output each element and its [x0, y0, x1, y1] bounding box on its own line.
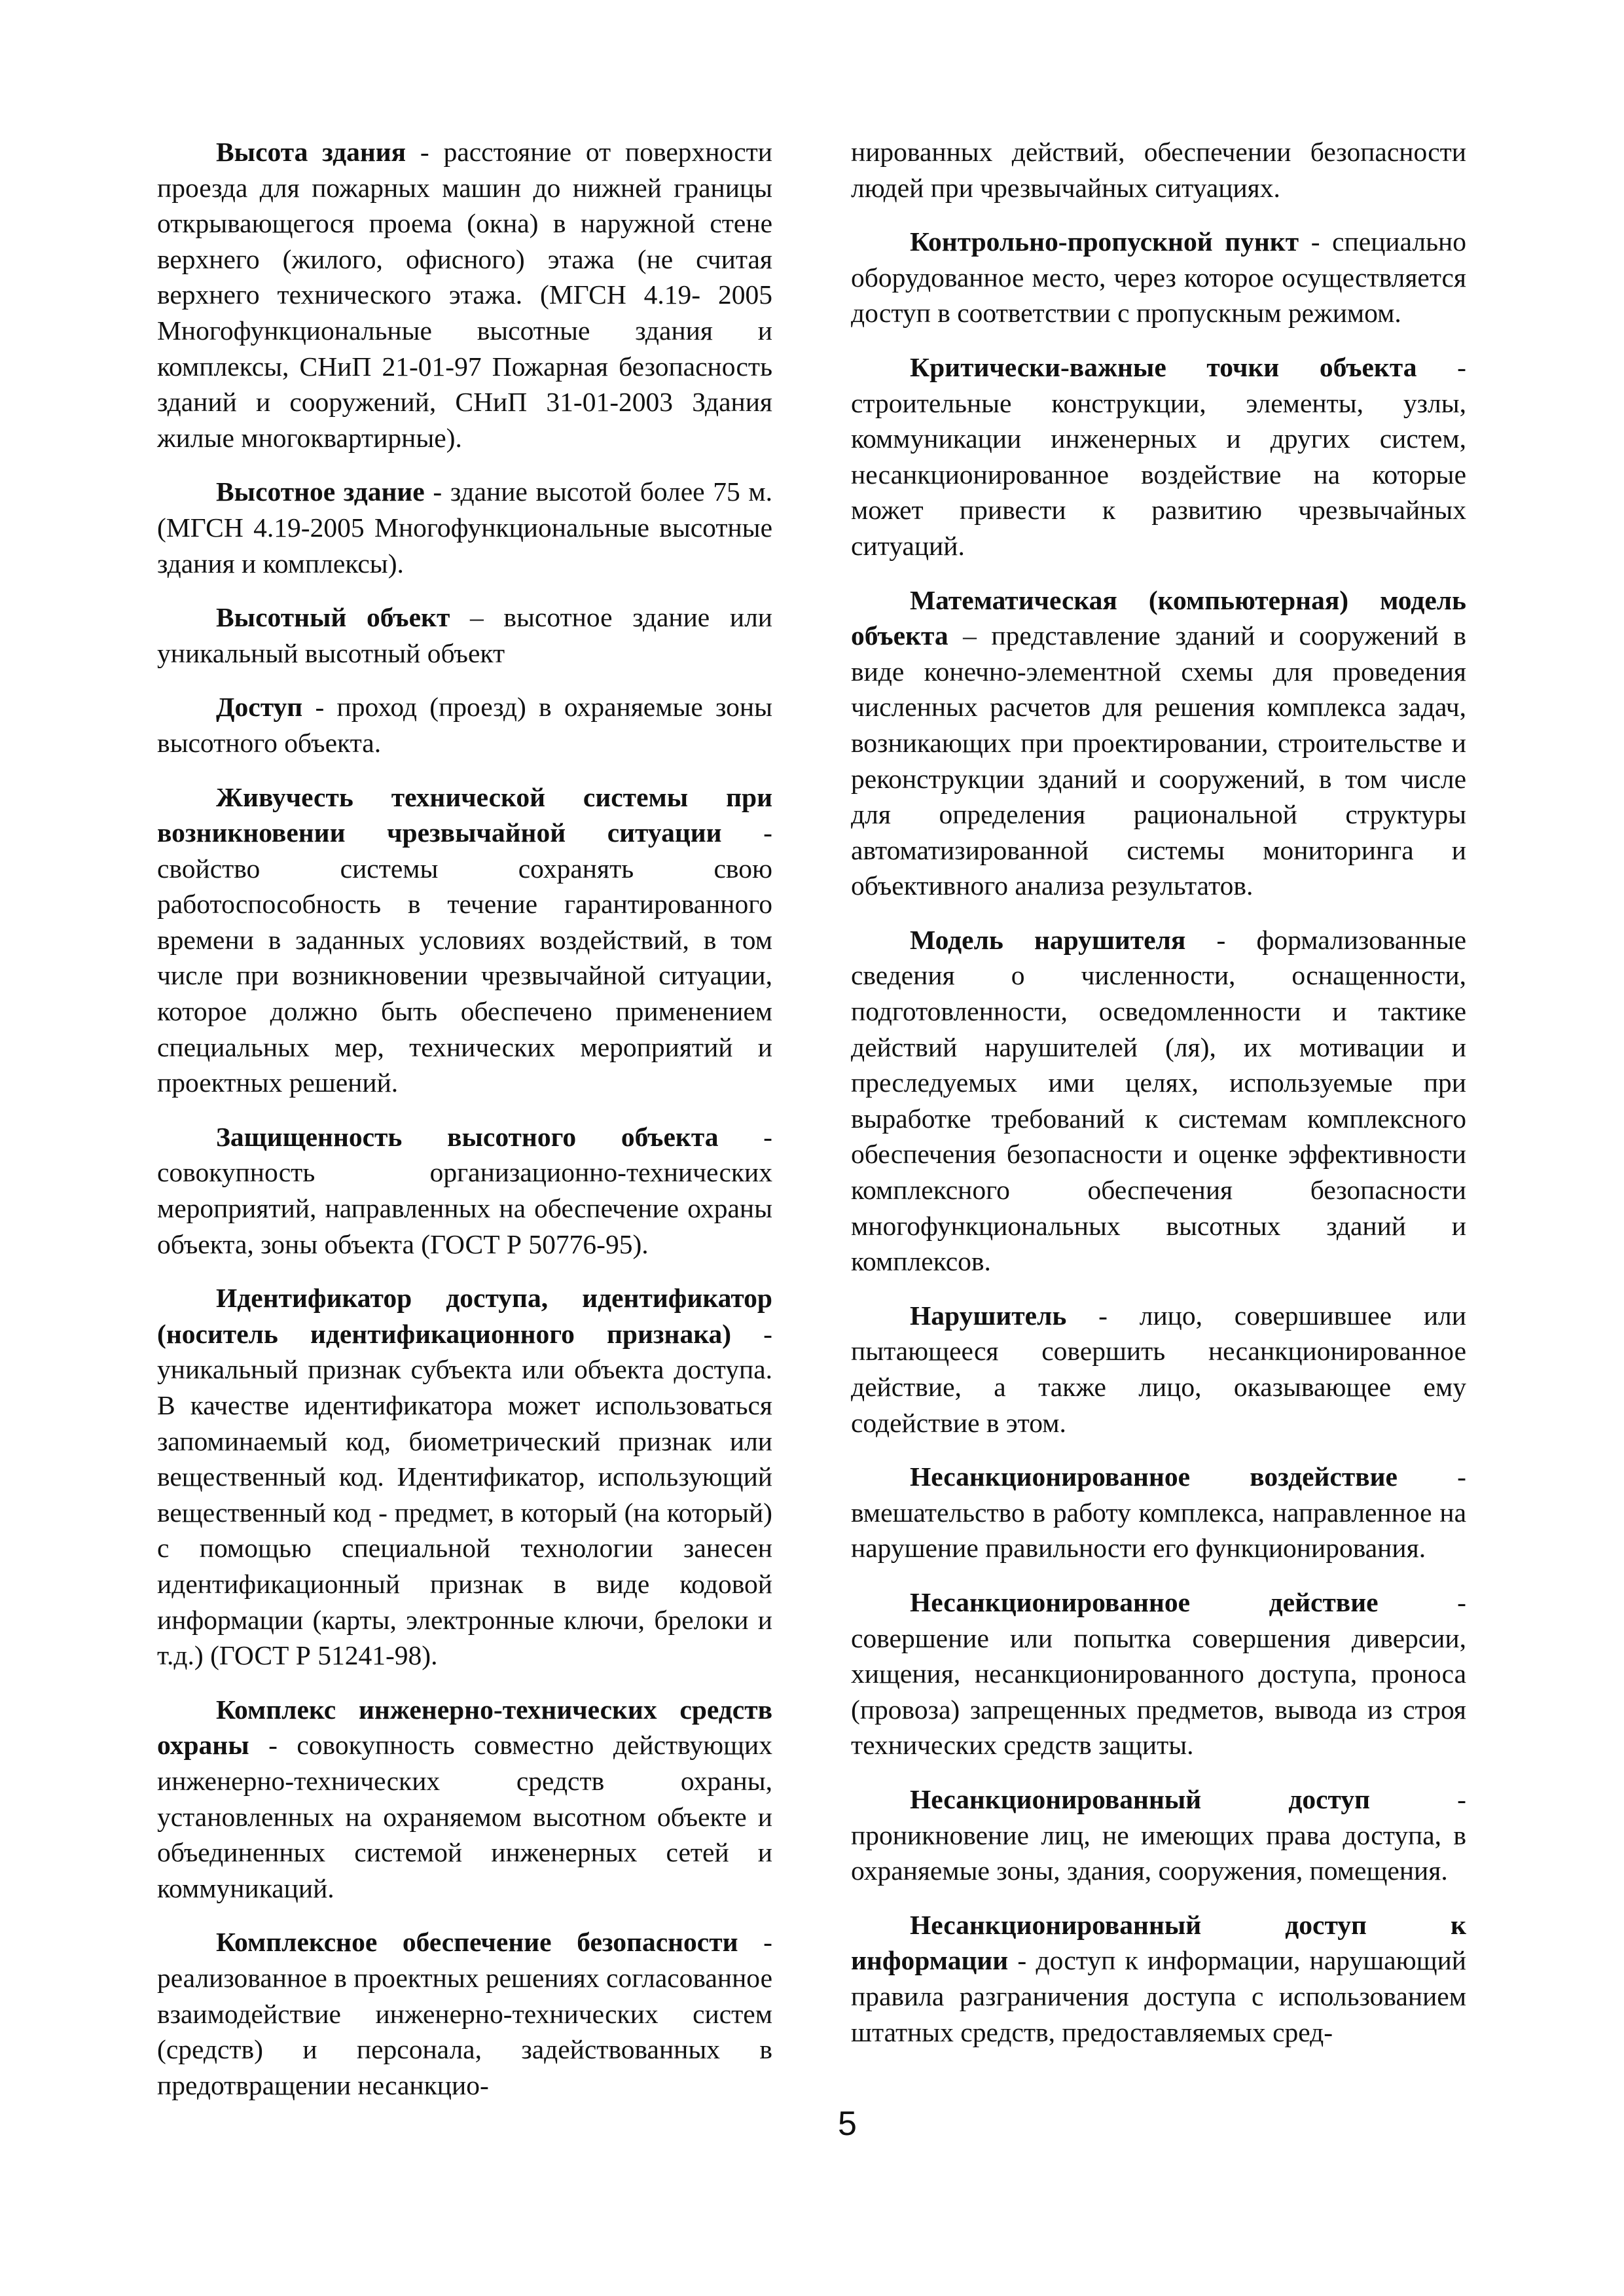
glossary-term: Несанкционированное воздействие: [910, 1462, 1398, 1492]
glossary-definition: проход (проезд) в охраняемые зоны высотного объекта.: [157, 692, 772, 758]
glossary-entry: [851, 1459, 1466, 1566]
glossary-entry: [157, 1119, 772, 1262]
glossary-term: Модель нарушителя: [910, 924, 1186, 955]
continued-text: нированных действий, обеспечении безопасности людей при чрезвычайных ситуациях.: [851, 137, 1466, 203]
glossary-entry: [157, 1924, 772, 2103]
glossary-definition: вмешательство в работу комплекса, направленное на нарушение правильности его функционирования.: [851, 1497, 1466, 1564]
glossary-definition: совокупность организационно-технических мероприятий, направленных на обеспечение охраны объекта, зоны объекта (ГОСТ Р 50776-95).: [157, 1157, 772, 1259]
glossary-term: Критически-важные точки объекта: [910, 351, 1417, 382]
glossary-definition: специально оборудованное место, через которое осуществляется доступ в соответствии с пропускным режимом.: [851, 226, 1467, 329]
glossary-term: Несанкционированный доступ к информации: [851, 1909, 1466, 1976]
glossary-definition: свойство системы сохранять свою работоспособность в течение гарантированного времени в заданных условиях воздействий, в том числе при возникновении чрезвычайной ситуации, которое должно быть обеспечено применением специальных мер, технических мероприятий и проектных решений.: [157, 853, 772, 1098]
glossary-entry: [851, 1907, 1466, 2050]
glossary-entry: [851, 350, 1466, 564]
glossary-term: Комплекс инженерно-технических средств охраны: [157, 1694, 772, 1761]
term-separator: -: [249, 1730, 297, 1761]
glossary-entry: [157, 689, 772, 761]
glossary-entry: [851, 1782, 1466, 1889]
term-separator: -: [1185, 924, 1257, 955]
term-separator: –: [450, 602, 504, 633]
glossary-definition: расстояние от поверхности проезда для пожарных машин до нижней границы открывающегося проема (окна) в наружной стене верхнего (жилого, офисного) этажа (не считая верхнего технического этажа. (МГСН 4.19- 2005 Многофункциональные высотные здания и комплексы, СНиП 21-01-97 Пожарная безопасность зданий и сооружений, СНиП 31-01-2003 Здания жилые многоквартирные).: [157, 137, 772, 453]
glossary-definition: совершение или попытка совершения диверсии, хищения, несанкционированного доступа, проноса (провоза) запрещенных предметов, вывода из строя технических средств защиты.: [851, 1623, 1466, 1761]
term-separator: –: [948, 620, 992, 651]
term-separator: -: [1370, 1784, 1466, 1814]
term-separator: -: [1416, 351, 1466, 382]
glossary-entry: [157, 780, 772, 1101]
term-separator: -: [406, 137, 444, 167]
term-separator: -: [302, 692, 337, 723]
glossary-term: Доступ: [216, 692, 303, 723]
glossary-term: Комплексное обеспечение безопасности: [216, 1927, 738, 1958]
term-separator: -: [1299, 226, 1333, 257]
glossary-term: Высотный объект: [216, 602, 450, 633]
term-separator: -: [1378, 1587, 1466, 1617]
glossary-entry: [157, 134, 772, 456]
right-column: [851, 134, 1466, 2068]
glossary-entry: [851, 1585, 1466, 1763]
glossary-term: Несанкционированное действие: [910, 1587, 1379, 1617]
glossary-term: Идентификатор доступа, идентификатор (носитель идентификационного признака): [157, 1283, 772, 1349]
glossary-definition: формализованные сведения о численности, оснащенности, подготовленности, осведомленности и тактике действий нарушителей (ля), их мотивации и преследуемых ими целях, используемые при выработке требований к системам комплексного обеспечения безопасности и оценке эффективности комплексного обеспечения безопасности многофункциональных высотных зданий и комплексов.: [851, 924, 1467, 1277]
glossary-term: Живучесть технической системы при возникновении чрезвычайной ситуации: [157, 781, 772, 848]
glossary-entry: [157, 1280, 772, 1674]
glossary-term: Нарушитель: [910, 1300, 1067, 1331]
glossary-entry: [851, 1298, 1466, 1441]
glossary-entry: [157, 600, 772, 671]
glossary-definition: представление зданий и сооружений в виде конечно-элементной схемы для проведения численных расчетов для решения комплекса задач, возникающих при проектировании, строительстве и реконструкции зданий и сооружений, в том числе для определения рациональной структуры автоматизированной системы мониторинга и объективного анализа результатов.: [851, 620, 1466, 901]
glossary-entry: [157, 1692, 772, 1907]
glossary-definition: высотное здание или уникальный высотный объект: [157, 602, 772, 668]
glossary-term: Несанкционированный доступ: [910, 1784, 1371, 1814]
glossary-entry: [157, 474, 772, 581]
glossary-definition: доступ к информации, нарушающий правила разграничения доступа с использованием штатных средств, предоставляемых сред-: [851, 1945, 1466, 2047]
term-separator: -: [1397, 1462, 1466, 1492]
glossary-term: Высота здания: [216, 137, 406, 167]
glossary-term: Математическая (компьютерная) модель объекта: [851, 584, 1466, 651]
glossary-definition: проникновение лиц, не имеющих права доступа, в охраняемые зоны, здания, сооружения, помещения.: [851, 1820, 1466, 1886]
glossary-definition: лицо, совершившее или пытающееся совершить несанкционированное действие, а также лицо, оказывающее ему содействие в этом.: [851, 1300, 1466, 1438]
glossary-entry: [851, 583, 1466, 904]
glossary-definition: реализованное в проектных решениях согласованное взаимодействие инженерно-технических систем (средств) и персонала, задействованных в предотвращении несанкцио-: [157, 1962, 772, 2100]
page-number: 5: [838, 2105, 857, 2143]
glossary-term: Высотное здание: [216, 476, 425, 507]
term-separator: -: [731, 1318, 772, 1349]
term-separator: -: [1066, 1300, 1140, 1331]
glossary-entry: [851, 224, 1466, 331]
glossary-definition: уникальный признак субъекта или объекта доступа. В качестве идентификатора может использоваться запоминаемый код, биометрический признак или вещественный код. Идентификатор, использующий вещественный код - предмет, в который (на который) с помощью специальной технологии занесен идентификационный признак в виде кодовой информации (карты, электронные ключи, брелоки и т.д.) (ГОСТ Р 51241-98).: [157, 1354, 772, 1671]
term-separator: -: [738, 1927, 773, 1958]
term-separator: -: [1008, 1945, 1036, 1976]
glossary-term: Контрольно-пропускной пункт: [910, 226, 1299, 257]
glossary-definition: совокупность совместно действующих инженерно-технических средств охраны, установленных на охраняемом высотном объекте и объединенных системой инженерных сетей и коммуникаций.: [157, 1730, 772, 1903]
left-column: [157, 134, 772, 2121]
glossary-entry: [851, 922, 1466, 1280]
glossary-definition: здание высотой более 75 м. (МГСН 4.19-2005 Многофункциональные высотные здания и комплексы).: [157, 476, 772, 579]
glossary-definition: строительные конструкции, элементы, узлы, коммуникации инженерных и других систем, несанкционированное воздействие на которые может привести к развитию чрезвычайных ситуаций.: [851, 387, 1466, 561]
glossary-term: Защищенность высотного объекта: [216, 1121, 719, 1152]
term-separator: -: [424, 476, 450, 507]
term-separator: -: [718, 1121, 772, 1152]
term-separator: -: [721, 817, 772, 848]
